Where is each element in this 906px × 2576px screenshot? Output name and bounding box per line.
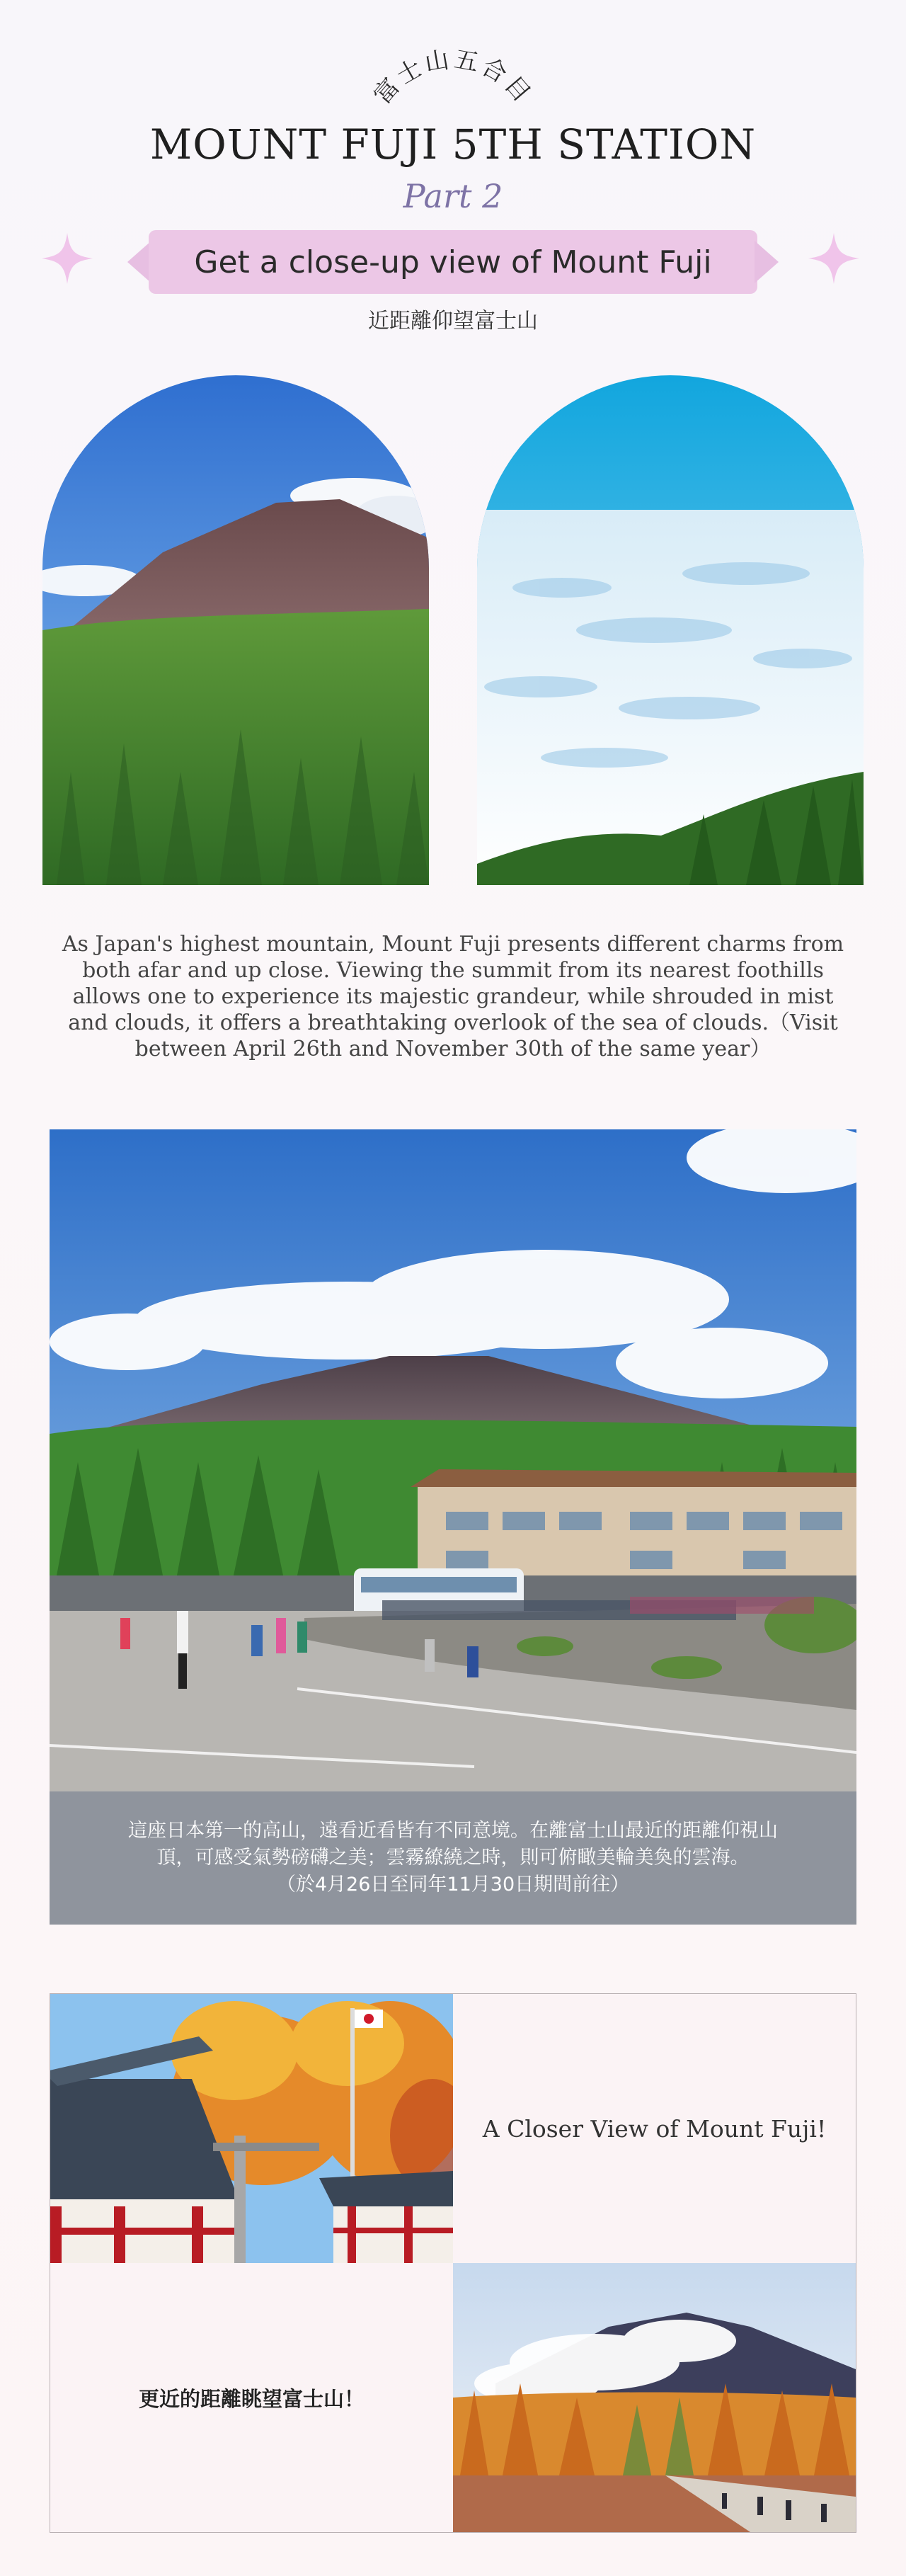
caption-line: （於4月26日至同年11月30日期間前往） [276,1874,630,1896]
intro-description: As Japan's highest mountain, Mount Fuji presents different charms from both afar and up close. Viewing the summit from its nearest foothills allows one to experience its majestic grandeur, while shrouded in mist and clouds, it offers a breathtaking overlook of the sea of clouds.（Visit between April 26th and November 30th of the same year） [62,932,844,1061]
sea-of-clouds-photo [477,375,864,885]
banner-left-arrow [127,241,151,283]
closer-view-en: A Closer View of Mount Fuji! [482,2114,827,2143]
banner-right-arrow [755,241,779,283]
closer-view-cn: 更近的距離眺望富士山！ [138,2386,365,2411]
subtitle-cn: 近距離仰望富士山 [368,309,538,334]
sparkle-icon [39,230,96,287]
page-title: MOUNT FUJI 5TH STATION [149,120,757,169]
banner-text: Get a close-up view of Mount Fuji [149,230,757,294]
banner [127,230,779,294]
mountain-forest-photo [42,375,429,885]
part-label: Part 2 [403,177,503,215]
fifth-station-photo [50,1129,856,1791]
photo-grid [50,1993,856,2533]
sparkle-icon [805,230,862,287]
svg-text:富士山五合目 [368,45,537,110]
caption-box [50,1791,856,1925]
caption-line: 頂，可感受氣勢磅礴之美；雲霧繚繞之時，則可俯瞰美輪美奐的雲海。 [156,1847,750,1869]
closer-view-en-cell [453,1994,856,2263]
shrine-photo [50,1994,453,2263]
arc-title-text: 富士山五合目 [368,45,538,110]
caption-line: 這座日本第一的高山，遠看近看皆有不同意境。在離富士山最近的距離仰視山 [128,1820,778,1842]
arc-title [311,42,595,120]
closer-view-cn-cell [50,2263,453,2532]
autumn-trail-photo [453,2263,856,2532]
